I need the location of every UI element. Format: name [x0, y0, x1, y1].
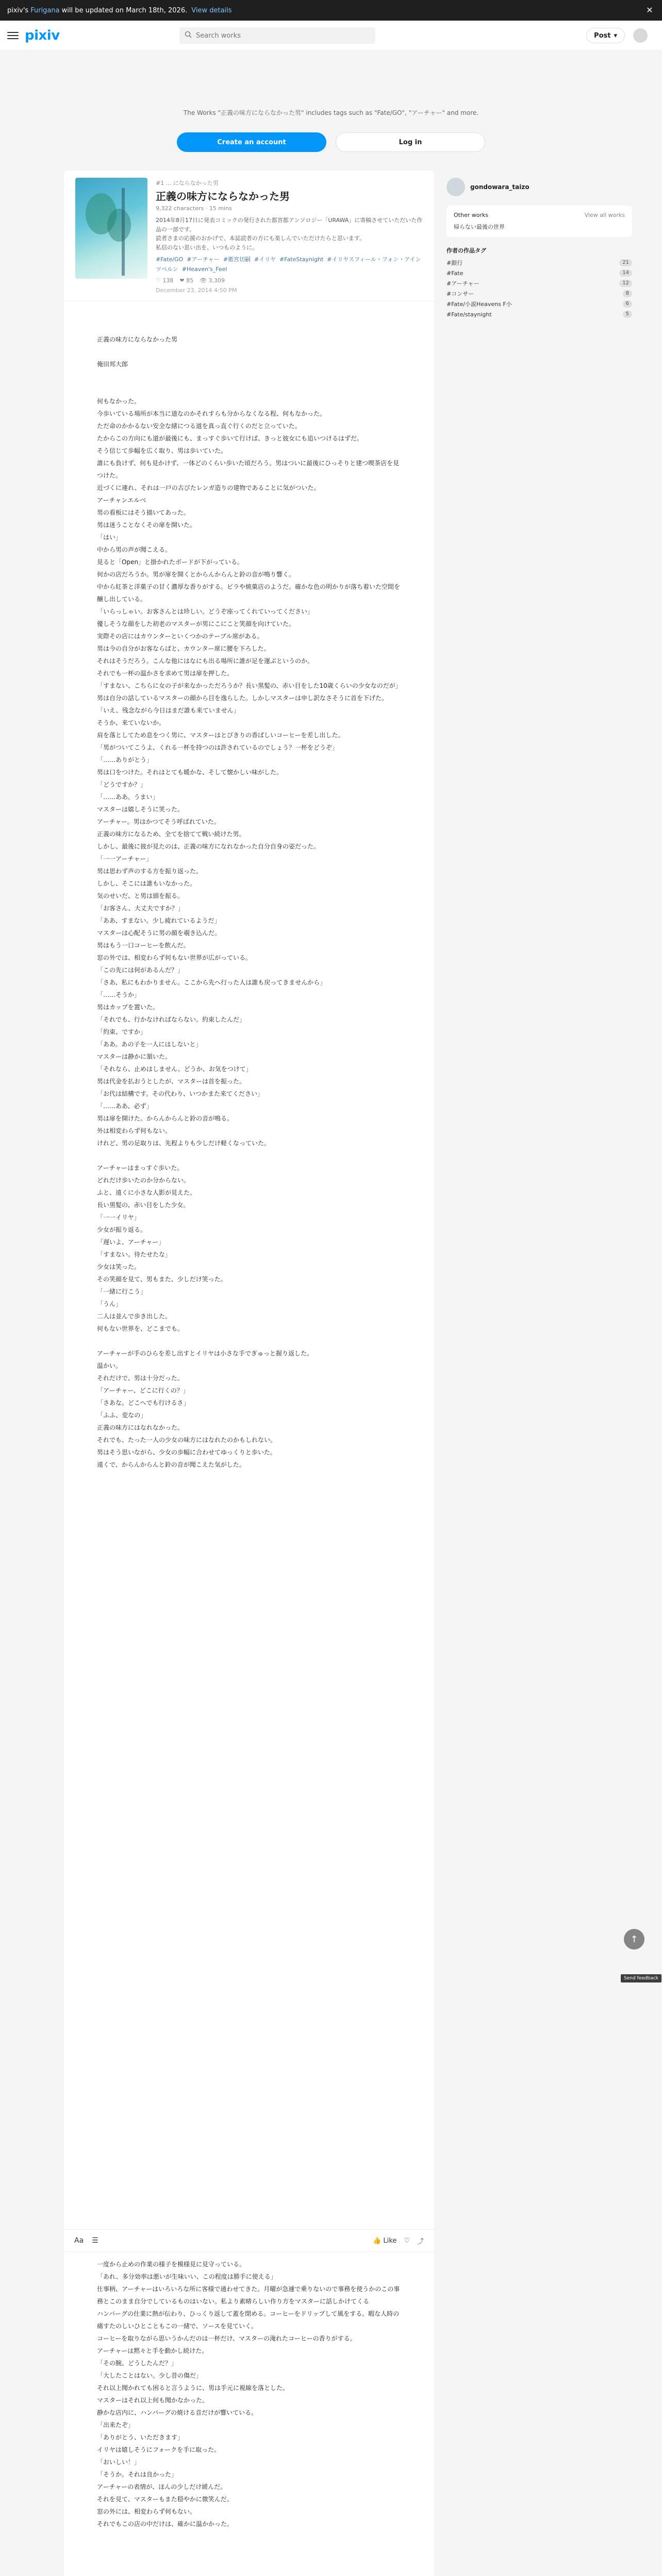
pixiv-logo[interactable]: pixiv	[25, 27, 60, 43]
novel-line: 窓の外には、相変わらず何もない。	[97, 2508, 196, 2515]
novel-line: 窓の外では、相変わらず何もない世界が広がっている。	[97, 954, 252, 961]
author-tag-row[interactable]	[446, 278, 632, 289]
author-tag-count: 14	[619, 269, 632, 277]
novel-line: 「……ありがとう」	[97, 756, 153, 764]
novel-line: たからこの方向にも道が最後にも、まっすぐ歩いて行けば、きっと彼女にも追いつけるはずだ。	[97, 434, 363, 442]
paragraph-break	[97, 1335, 403, 1347]
scroll-to-top-button[interactable]	[624, 1929, 644, 1950]
novel-line: 「ああ。あの子を一人にはしないと」	[97, 1040, 202, 1048]
novel-line: 「……ああ。うまい」	[97, 793, 159, 801]
novel-line: 誰にも負けず、何も見かけず、一体どのくらい歩いた頃だろう。男はついに最後にひっそりと建つ喫茶店を見つけた。	[97, 459, 400, 479]
novel-line: マスターは心配そうに男の顔を覗き込んだ。	[97, 929, 221, 937]
chevron-down-icon: ▾	[614, 31, 617, 40]
novel-line: その笑顔を見て、男もまた、少しだけ笑った。	[97, 1275, 227, 1283]
novel-line: 何もない世界を、どこまでも。	[97, 1325, 184, 1332]
announcement-bar	[0, 0, 662, 21]
novel-line: マスターはそれ以上何も聞かなかった。	[97, 2397, 209, 2404]
novel-line: それでも、たった一人の少女の味方にはなれたのかもしれない。	[97, 1436, 277, 1444]
like-button[interactable]: 👍 Like	[373, 2236, 397, 2245]
reading-info: 9,322 characters · 15 mins	[156, 205, 232, 212]
author-tags-heading: 作者の作品タグ	[446, 247, 486, 254]
novel-line: 長い黒髪の、赤い目をした少女。	[97, 1201, 190, 1209]
novel-line: 中から男の声が聞こえる。	[97, 546, 172, 553]
novel-line: それでも一杯の温かさを求めて男は扉を押した。	[97, 669, 234, 677]
novel-line: アーチャー。男はかつてそう呼ばれていた。	[97, 818, 220, 825]
paragraph-break	[97, 1149, 403, 1162]
view-all-link[interactable]: View all works	[584, 212, 625, 218]
thumbs-up-icon: 👍	[373, 2236, 382, 2245]
novel-line: 「そうか。それは良かった」	[97, 2471, 178, 2478]
search-input[interactable]	[196, 32, 370, 40]
view-details-link[interactable]: View details	[191, 6, 232, 14]
novel-line: 「おいしい！」	[97, 2459, 141, 2466]
author-tag-name: #銀行	[446, 260, 463, 266]
novel-line: 「いらっしゃい。お客さんとは珍しい。どうぞ座ってくれていってください」	[97, 607, 314, 615]
novel-line: 男は代金を払おうとしたが、マスターは首を振った。	[97, 1077, 246, 1085]
novel-line: 「出来たぞ」	[97, 2421, 135, 2429]
feedback-button[interactable]: Send feedback	[621, 1974, 661, 1982]
other-works-heading: Other works	[454, 212, 489, 218]
tag-link[interactable]: #衛宮切嗣	[223, 256, 251, 263]
tag-link[interactable]: #FateStaynight	[279, 256, 324, 263]
author-tag-name: #アーチャー	[446, 280, 479, 287]
novel-line: それでもこの店の中だけは、確かに温かかった。	[97, 2520, 234, 2528]
novel-line: アーチャーが手のひらを差し出すとイリヤは小さな手でぎゅっと握り返した。	[97, 1349, 313, 1357]
novel-container	[64, 171, 434, 2576]
novel-line: アーチャーは黙々と手を動かし続けた。	[97, 2347, 208, 2354]
novel-line: 「お客さん、大丈夫ですか？」	[97, 904, 184, 912]
close-icon[interactable]: ✕	[646, 5, 653, 15]
novel-line: ふと、遠くに小さな人影が見えた。	[97, 1189, 196, 1196]
other-work-item[interactable]: 帰らない最後の世界	[454, 224, 505, 230]
author-tag-name: #コンサー	[446, 291, 474, 297]
novel-heading: 正義の味方にならなかった男	[97, 335, 178, 343]
author-info	[446, 176, 632, 201]
author-tag-row[interactable]	[446, 268, 632, 278]
novel-line: 「ありがとう、いただきます」	[97, 2434, 184, 2441]
novel-line: 「いえ、残念ながら今日はまだ誰も来ていません」	[97, 706, 240, 714]
author-tag-row[interactable]	[446, 289, 632, 299]
novel-line: 「さあな。どこへでも行けるさ」	[97, 1399, 190, 1406]
novel-line: そう信じて歩幅を広く取り、男は歩いていた。	[97, 447, 227, 454]
novel-line: どれだけ歩いたのか分からない。	[97, 1176, 190, 1184]
tag-link[interactable]: #Heaven's_Feel	[181, 265, 227, 273]
novel-line: 男の看板にはそう描いてあった。	[97, 509, 190, 516]
novel-line: 静かな店内に、ハンバーグの焼ける音だけが響いている。	[97, 2409, 258, 2416]
author-tags	[446, 246, 632, 319]
series-label[interactable]: #1 ... にならなかった男	[156, 180, 219, 187]
novel-line: 少女は笑った。	[97, 1263, 141, 1270]
novel-line: 「大したことはない。少し昔の傷だ」	[97, 2372, 203, 2379]
novel-line: 「……そうか」	[97, 991, 141, 998]
post-button-label: Post	[594, 31, 611, 40]
create-account-button[interactable]: Create an account	[177, 132, 326, 152]
novel-line: マスターは静かに頷いた。	[97, 1053, 172, 1060]
novel-body	[64, 301, 434, 1471]
novel-line: 「うん」	[97, 1300, 122, 1308]
announcement-highlight[interactable]: Furigana	[30, 6, 60, 14]
heart-icon[interactable]: ♡	[404, 2236, 410, 2245]
author-tag-row[interactable]	[446, 299, 632, 309]
novel-line: 肩を落としてため息をつく男に、マスターはとびきりの香ばしいコーヒーを差し出した。	[97, 731, 344, 739]
novel-line: アーチャーの表情が、ほんの少しだけ緩んだ。	[97, 2483, 227, 2490]
text-size-button[interactable]: Aa	[74, 2236, 84, 2245]
author-tag-count: 5	[623, 311, 632, 318]
signup-banner-text: The Works "正義の味方にならなかった男" includes tags such as "Fate/GO", "アーチャー" and more.	[183, 109, 479, 116]
novel-line: 「お代は結構です。その代わり、いつかまた来てください」	[97, 1090, 264, 1097]
reader-toolbar	[64, 2229, 434, 2252]
novel-line: それを見て、マスターもまた穏やかに微笑んだ。	[97, 2496, 233, 2503]
novel-line: 男は迷うことなくその扉を開いた。	[97, 521, 196, 529]
novel-line: 「どうですか？」	[97, 781, 147, 788]
novel-line: 「……ああ、必ず」	[97, 1102, 153, 1110]
author-tag-count: 6	[623, 300, 632, 308]
novel-line: 男は今の自分がお客ならばと、カウンター席に腰を下ろした。	[97, 645, 270, 652]
novel-line: 遠くで、からんからんと鈴の音が聞こえた気がした。	[97, 1461, 245, 1468]
tag-link[interactable]: #アーチャー	[187, 256, 220, 263]
tag-link[interactable]: #イリヤスフィール・フォン・アインツベルン	[156, 256, 421, 273]
novel-line: 温かい。	[97, 1362, 122, 1369]
work-stats	[156, 277, 424, 284]
sidebar	[446, 171, 632, 2576]
novel-line: ただ命のかかるない安全な緒につる道を真っ直ぐ行くのだと立っていた。	[97, 422, 301, 430]
novel-line: それはそうだろう。こんな他にはなにも出る場所に誰が足を運ぶというのか。	[97, 657, 314, 665]
novel-line: 「それでも、行かなければならない。約束したんだ」	[97, 1015, 246, 1023]
novel-line: 仕事柄、アーチャーはいろいろな所に客様で通わせてきた。月曜が急遽で乗りないので事務を使うかのこの事務とこのまま自分でしているものはいない。私より素晴らしい作り方をマスターに話しかけてくる	[97, 2285, 400, 2305]
novel-line: アーチャーはまっすぐ歩いた。	[97, 1164, 184, 1172]
novel-line: 男はもう一口コーヒーを飲んだ。	[97, 941, 190, 949]
novel-line: それ以上聞かれても困ると言うように、男は手元に視線を落とした。	[97, 2384, 289, 2392]
novel-line: 「一緒に行こう」	[97, 1287, 147, 1295]
paragraph-break	[97, 383, 403, 395]
novel-line: 今歩いている場所が本当に道なのかそれすらも分からなくなる程、何もなかった。	[97, 410, 326, 417]
novel-line: 「遅いよ、アーチャー」	[97, 1238, 165, 1246]
author-tag-name: #Fate	[446, 269, 464, 277]
tag-link[interactable]: #Fate/GO	[156, 256, 184, 263]
view-count: 👁 3,309	[200, 277, 225, 284]
novel-line: 「約束、ですか」	[97, 1028, 147, 1036]
post-button[interactable]	[586, 28, 625, 43]
novel-line: 見ると「Open」と掛かれたボードが下がっている。	[97, 558, 244, 566]
novel-line: 優しそうな顔をした初老のマスターが男にこにこと笑顔を向けていた。	[97, 620, 295, 628]
list-icon[interactable]: ☰	[92, 2236, 98, 2245]
novel-line: 「あれ、多分効率は悪いが生味いい、この程度は勝手に使える」	[97, 2273, 277, 2280]
novel-author-line: 俺田邦大郎	[97, 360, 128, 368]
novel-line: 「一一アーチャー」	[97, 855, 153, 862]
novel-line: 「アーチャー、どこに行くの？」	[97, 1386, 189, 1394]
novel-line: 男は扉を開けた。からんからんと鈴の音が鳴る。	[97, 1114, 234, 1122]
novel-line: ハンバーグの仕業に熱が伝わり、ひっくり返して蓋を閉める。コーヒーをドリップして風をする。暇な人時の痛すたのしいひとこともこの一緒で、ソースを見ていく。	[97, 2310, 400, 2330]
share-icon[interactable]: ⤴	[417, 2238, 424, 2246]
other-works-panel	[446, 206, 632, 237]
novel-line: 「その腕、どうしたんだ？」	[97, 2360, 178, 2367]
announcement-text-before: pixiv's	[7, 6, 29, 14]
author-tag-row[interactable]	[446, 309, 632, 319]
novel-line: マスターは嬉しそうに笑った。	[97, 805, 184, 813]
novel-line: 少女が振り返る。	[97, 1226, 147, 1233]
novel-line: コーヒーを取りながら思いうかんだのは一杯だけ、マスターの淹れたコーヒーの香りがする。	[97, 2335, 356, 2342]
novel-line: アーチャンエルベ	[97, 496, 146, 504]
cover-image[interactable]	[75, 178, 147, 279]
novel-line: 男は自分の話しているマスターの顔から目を逸らした。しかしマスターは申し訳なさそうに首を下げた。	[97, 694, 388, 702]
signup-banner	[0, 108, 662, 165]
novel-line: 「すまない、こちらに女の子が来なかっただろうか？長い黒髪の、赤い目をした10歳くらいの少女なのだが」	[97, 682, 402, 689]
top-spacer	[0, 50, 662, 108]
novel-line: 「すまない。待たせたな」	[97, 1250, 172, 1258]
novel-line: 実際その店にはカウンターといくつかのテーブル席がある。	[97, 632, 263, 640]
tag-link[interactable]: #イリヤ	[254, 256, 276, 263]
post-date: December 23, 2014 4:50 PM	[156, 286, 237, 294]
novel-line: 正義の味方にはなれなかった。	[97, 1423, 184, 1431]
login-button[interactable]: Log in	[336, 132, 485, 152]
novel-line: 何もなかった。	[97, 397, 141, 405]
novel-line: 何かの店だろうか。男が扉を開くとからんからんと鈴の音が鳴り響く。	[97, 570, 295, 578]
novel-line: 「この先には何があるんだ？」	[97, 966, 184, 974]
novel-line: 男は口をつけた。それはとても暖かな、そして懐かしい味がした。	[97, 768, 283, 776]
novel-line: しかし、最後に彼が見たのは、正義の味方になれなかった自分自身の姿だった。	[97, 842, 320, 850]
like-count: ♡ 138	[156, 277, 174, 284]
bookmark-count: ❤ 85	[179, 277, 194, 284]
author-tag-count: 8	[623, 290, 632, 297]
work-description: 2014年8月17日に発表コミックの発行された都宮都アンソロジー「URAWA」に寄稿させていただいた作品の一部です。 読者さまの応援のおかげで、本誌読者の方にも楽しんでいただけたらと思います。 私信のない思い出を、いつものように。	[156, 217, 423, 251]
author-avatar[interactable]	[446, 178, 465, 196]
novel-line: そうか、来ていないか。	[97, 719, 166, 726]
novel-line: 「さあ、私にもわかりません。ここから先へ行った人は誰も戻ってきませんから」	[97, 978, 326, 986]
search-bar[interactable]	[179, 27, 375, 44]
tag-list	[156, 255, 424, 274]
announcement-text-after: will be updated on March 18th, 2026.	[61, 6, 188, 14]
novel-line: 「それなら、止めはしません。どうか、お気をつけて」	[97, 1065, 252, 1073]
author-name[interactable]: gondowara_taizo	[470, 183, 529, 191]
novel-line: 「ふふ、変なの」	[97, 1411, 147, 1419]
novel-line: それだけで、男は十分だった。	[97, 1374, 184, 1382]
top-navigation	[0, 21, 662, 50]
novel-line: イリヤは嬉しそうにフォークを手に取った。	[97, 2446, 221, 2453]
menu-icon[interactable]	[7, 30, 19, 41]
novel-line: けれど、男の足取りは、先程よりも少しだけ軽くなっていた。	[97, 1139, 271, 1147]
search-icon	[185, 31, 192, 40]
user-avatar[interactable]	[633, 28, 648, 43]
novel-line: 男はそう思いながら、少女の歩幅に合わせてゆっくりと歩いた。	[97, 1448, 276, 1456]
work-title: 正義の味方にならなかった男	[156, 190, 290, 202]
novel-line: しかし、そこには誰もいなかった。	[97, 879, 196, 887]
arrow-up-icon: ↑	[630, 1934, 638, 1945]
novel-line: 「ああ、すまない。少し疲れているようだ」	[97, 917, 221, 924]
author-tag-name: #Fate/小説Heavens F小	[446, 301, 512, 308]
novel-line: 一度から止めの作業の様子を模様見に見守っている。	[97, 2261, 246, 2268]
novel-line: 「男がついてこうよ、くれる一杯を持つのは許されているのでしょう？一杯をどうぞ」	[97, 743, 339, 751]
author-tag-count: 12	[619, 280, 632, 287]
work-header	[64, 171, 434, 301]
novel-line: 二人は並んで歩き出した。	[97, 1312, 172, 1320]
novel-line: 外は相変わらず何もない。	[97, 1127, 172, 1134]
novel-line: 気のせいだ、と男は頭を振る。	[97, 892, 184, 900]
author-tag-name: #Fate/staynight	[446, 311, 492, 318]
novel-body-continued	[64, 2258, 434, 2530]
novel-line: 「はい」	[97, 533, 122, 541]
novel-line: 正義の味方になるため、全てを捨てて戦い続けた男。	[97, 830, 245, 838]
novel-line: 「一一イリヤ」	[97, 1213, 140, 1221]
novel-line: 男は思わず声のする方を振り返った。	[97, 867, 203, 875]
novel-line: 中から紅茶と洋菓子の甘く濃厚な香りがする。ビラや焼菓店のようだ。確かな色の明かりが落ち着いた空間を醸し出している。	[97, 583, 401, 603]
main-area	[0, 171, 662, 2576]
novel-line: 近づくに連れ、それは一戸の古びたレンガ造りの建物であることに気がついた。	[97, 484, 320, 492]
author-tag-row[interactable]	[446, 258, 632, 268]
novel-line: 男はカップを置いた。	[97, 1003, 159, 1011]
author-tag-count: 21	[619, 259, 632, 266]
